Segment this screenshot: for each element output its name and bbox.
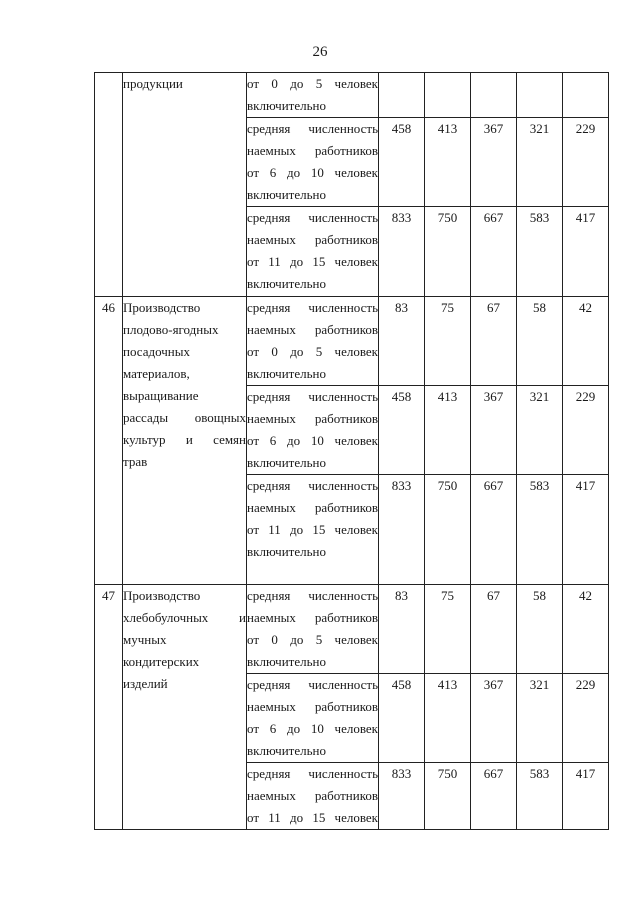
row-number-cell — [95, 73, 123, 297]
rates-table — [94, 72, 609, 830]
criterion-line: наемных работников — [247, 143, 378, 158]
criterion-line: от 0 до 5 человек — [247, 76, 378, 91]
criterion-line: средняя численность — [247, 210, 378, 225]
value-cell — [379, 73, 425, 118]
value-cell: 367 — [471, 386, 517, 475]
criterion-line: от 11 до 15 человек — [247, 522, 378, 537]
criterion-line: средняя численность — [247, 478, 378, 493]
value-cell — [517, 73, 563, 118]
value-cell: 413 — [425, 118, 471, 207]
criterion-cell — [247, 118, 379, 207]
value-cell: 458 — [379, 674, 425, 763]
value-cell: 413 — [425, 386, 471, 475]
criterion-line: средняя численность — [247, 588, 378, 603]
activity-line: выращивание — [123, 388, 199, 403]
value-cell: 833 — [379, 475, 425, 585]
value-cell: 367 — [471, 674, 517, 763]
criterion-line: от 11 до 15 человек — [247, 810, 378, 825]
value-cell — [563, 73, 609, 118]
criterion-line: наемных работников — [247, 610, 378, 625]
table-row — [95, 585, 609, 674]
value-cell: 583 — [517, 207, 563, 297]
criterion-line: от 6 до 10 человек — [247, 433, 378, 448]
criterion-line: наемных работников — [247, 232, 378, 247]
value-cell: 583 — [517, 763, 563, 830]
criterion-cell — [247, 297, 379, 386]
value-cell: 321 — [517, 386, 563, 475]
criterion-line: включительно — [247, 98, 326, 113]
value-cell: 750 — [425, 763, 471, 830]
criterion-line: средняя численность — [247, 677, 378, 692]
value-cell: 413 — [425, 674, 471, 763]
value-cell: 75 — [425, 585, 471, 674]
activity-line: трав — [123, 454, 148, 469]
value-cell: 75 — [425, 297, 471, 386]
criterion-line: от 6 до 10 человек — [247, 721, 378, 736]
value-cell: 83 — [379, 585, 425, 674]
criterion-line: наемных работников — [247, 500, 378, 515]
criterion-cell — [247, 207, 379, 297]
row-number-cell: 46 — [95, 297, 123, 585]
criterion-cell — [247, 585, 379, 674]
criterion-line: средняя численность — [247, 300, 378, 315]
value-cell — [425, 73, 471, 118]
value-cell: 42 — [563, 585, 609, 674]
value-cell: 750 — [425, 207, 471, 297]
value-cell: 229 — [563, 674, 609, 763]
value-cell: 750 — [425, 475, 471, 585]
value-cell: 67 — [471, 297, 517, 386]
criterion-line: наемных работников — [247, 699, 378, 714]
activity-line: кондитерских — [123, 654, 200, 669]
value-cell: 42 — [563, 297, 609, 386]
activity-line: Производство — [123, 300, 201, 315]
activity-line: мучных — [123, 632, 167, 647]
criterion-line: включительно — [247, 276, 326, 291]
criterion-line: включительно — [247, 544, 326, 559]
criterion-line: от 0 до 5 человек — [247, 344, 378, 359]
value-cell: 321 — [517, 118, 563, 207]
row-number-cell: 47 — [95, 585, 123, 830]
criterion-cell — [247, 763, 379, 830]
activity-line: изделий — [123, 676, 168, 691]
activity-cell — [123, 585, 247, 830]
table-row — [95, 297, 609, 386]
value-cell: 321 — [517, 674, 563, 763]
activity-line: хлебобулочных и — [123, 610, 246, 625]
table-body — [95, 73, 609, 830]
criterion-line: средняя численность — [247, 389, 378, 404]
value-cell: 833 — [379, 763, 425, 830]
criterion-cell — [247, 386, 379, 475]
value-cell: 229 — [563, 118, 609, 207]
value-cell: 458 — [379, 118, 425, 207]
value-cell: 58 — [517, 297, 563, 386]
value-cell — [471, 73, 517, 118]
criterion-line: включительно — [247, 654, 326, 669]
value-cell: 667 — [471, 475, 517, 585]
value-cell: 229 — [563, 386, 609, 475]
activity-cell — [123, 297, 247, 585]
criterion-line: от 6 до 10 человек — [247, 165, 378, 180]
activity-line: рассады овощных — [123, 410, 246, 425]
activity-line: материалов, — [123, 366, 190, 381]
activity-line: культур и семян — [123, 432, 246, 447]
criterion-line: наемных работников — [247, 411, 378, 426]
activity-line: посадочных — [123, 344, 190, 359]
value-cell: 458 — [379, 386, 425, 475]
value-cell: 83 — [379, 297, 425, 386]
criterion-cell — [247, 674, 379, 763]
value-cell: 833 — [379, 207, 425, 297]
activity-line: Производство — [123, 588, 201, 603]
criterion-line: наемных работников — [247, 322, 378, 337]
value-cell: 583 — [517, 475, 563, 585]
criterion-cell — [247, 475, 379, 585]
value-cell: 58 — [517, 585, 563, 674]
value-cell: 667 — [471, 763, 517, 830]
criterion-line: средняя численность — [247, 766, 378, 781]
value-cell: 417 — [563, 763, 609, 830]
value-cell: 667 — [471, 207, 517, 297]
criterion-line: включительно — [247, 455, 326, 470]
table-row — [95, 73, 609, 118]
criterion-line: включительно — [247, 743, 326, 758]
criterion-cell — [247, 73, 379, 118]
criterion-line: от 11 до 15 человек — [247, 254, 378, 269]
criterion-line: от 0 до 5 человек — [247, 632, 378, 647]
activity-line: продукции — [123, 76, 183, 91]
value-cell: 417 — [563, 475, 609, 585]
value-cell: 417 — [563, 207, 609, 297]
criterion-line: наемных работников — [247, 788, 378, 803]
page-number: 26 — [312, 44, 328, 60]
criterion-line: включительно — [247, 366, 326, 381]
criterion-line: средняя численность — [247, 121, 378, 136]
activity-cell — [123, 73, 247, 297]
criterion-line: включительно — [247, 187, 326, 202]
value-cell: 67 — [471, 585, 517, 674]
value-cell: 367 — [471, 118, 517, 207]
activity-line: плодово-ягодных — [123, 322, 219, 337]
